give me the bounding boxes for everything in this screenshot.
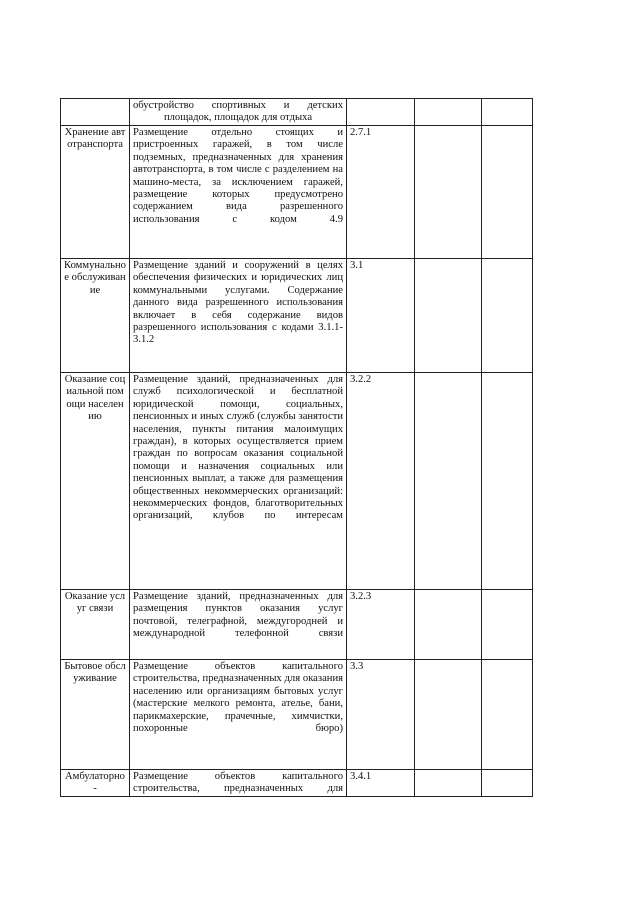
use-description-cell: Размещение зданий, предназначенных для размещения пунктов оказания услуг почтовой, телеграфной, междугородней и международной телефонной связи bbox=[130, 590, 347, 660]
use-description-cell: Размещение объектов капитального строительства, предназначенных для bbox=[130, 770, 347, 797]
table-row bbox=[61, 99, 533, 126]
use-code-cell: 3.2.3 bbox=[347, 590, 415, 660]
table-row bbox=[61, 590, 533, 660]
use-name-cell: Хранение автотранспорта bbox=[61, 126, 130, 259]
use-description-cell: Размещение объектов капитального строительства, предназначенных для оказания населению или организациям бытовых услуг (мастерские мелкого ремонта, ателье, бани, парикмахерские, прачечные, химчистки, похоронные бюро) bbox=[130, 660, 347, 770]
empty-cell bbox=[482, 660, 533, 770]
empty-cell bbox=[482, 259, 533, 373]
use-code-cell: 2.7.1 bbox=[347, 126, 415, 259]
table-row bbox=[61, 259, 533, 373]
table-row bbox=[61, 770, 533, 797]
empty-cell bbox=[415, 770, 482, 797]
use-code-cell: 3.4.1 bbox=[347, 770, 415, 797]
empty-cell bbox=[482, 770, 533, 797]
use-name-cell: Оказание услуг связи bbox=[61, 590, 130, 660]
table-row bbox=[61, 373, 533, 590]
table-row bbox=[61, 126, 533, 259]
empty-cell bbox=[482, 373, 533, 590]
use-description-cell: Размещение зданий, предназначенных для служб психологической и бесплатной юридической помощи, социальных, пенсионных и иных служб (службы занятости населения, пункты питания малоимущих граждан), в которых осуществляется прием граждан по вопросам оказания социальной помощи и назначения социальных или пенсионных выплат, а также для размещения общественных некоммерческих организаций: некоммерческих фондов, благотворительных организаций, клубов по интересам bbox=[130, 373, 347, 590]
empty-cell bbox=[415, 126, 482, 259]
use-description-cell: обустройство спортивных и детских площадок, площадок для отдыха bbox=[130, 99, 347, 126]
use-code-cell: 3.1 bbox=[347, 259, 415, 373]
empty-cell bbox=[482, 99, 533, 126]
use-code-cell: 3.3 bbox=[347, 660, 415, 770]
use-code-cell bbox=[347, 99, 415, 126]
empty-cell bbox=[415, 259, 482, 373]
empty-cell bbox=[415, 590, 482, 660]
use-name-cell: Бытовое обслуживание bbox=[61, 660, 130, 770]
table-row bbox=[61, 660, 533, 770]
use-description-cell: Размещение зданий и сооружений в целях обеспечения физических и юридических лиц коммунальными услугами. Содержание данного вида разрешенного использования включает в себя содержание видов разрешенного использования с кодами 3.1.1-3.1.2 bbox=[130, 259, 347, 373]
empty-cell bbox=[482, 590, 533, 660]
empty-cell bbox=[482, 126, 533, 259]
use-code-cell: 3.2.2 bbox=[347, 373, 415, 590]
use-name-cell: Амбулаторно- bbox=[61, 770, 130, 797]
empty-cell bbox=[415, 373, 482, 590]
use-name-cell: Коммунальное обслуживание bbox=[61, 259, 130, 373]
empty-cell bbox=[415, 99, 482, 126]
land-use-table bbox=[60, 98, 533, 797]
use-description-cell: Размещение отдельно стоящих и пристроенных гаражей, в том числе подземных, предназначенных для хранения автотранспорта, в том числе с разделением на машино-места, за исключением гаражей, размещение которых предусмотрено содержанием вида разрешенного использования с кодом 4.9 bbox=[130, 126, 347, 259]
use-name-cell: Оказание социальной помощи населению bbox=[61, 373, 130, 590]
use-name-cell bbox=[61, 99, 130, 126]
empty-cell bbox=[415, 660, 482, 770]
